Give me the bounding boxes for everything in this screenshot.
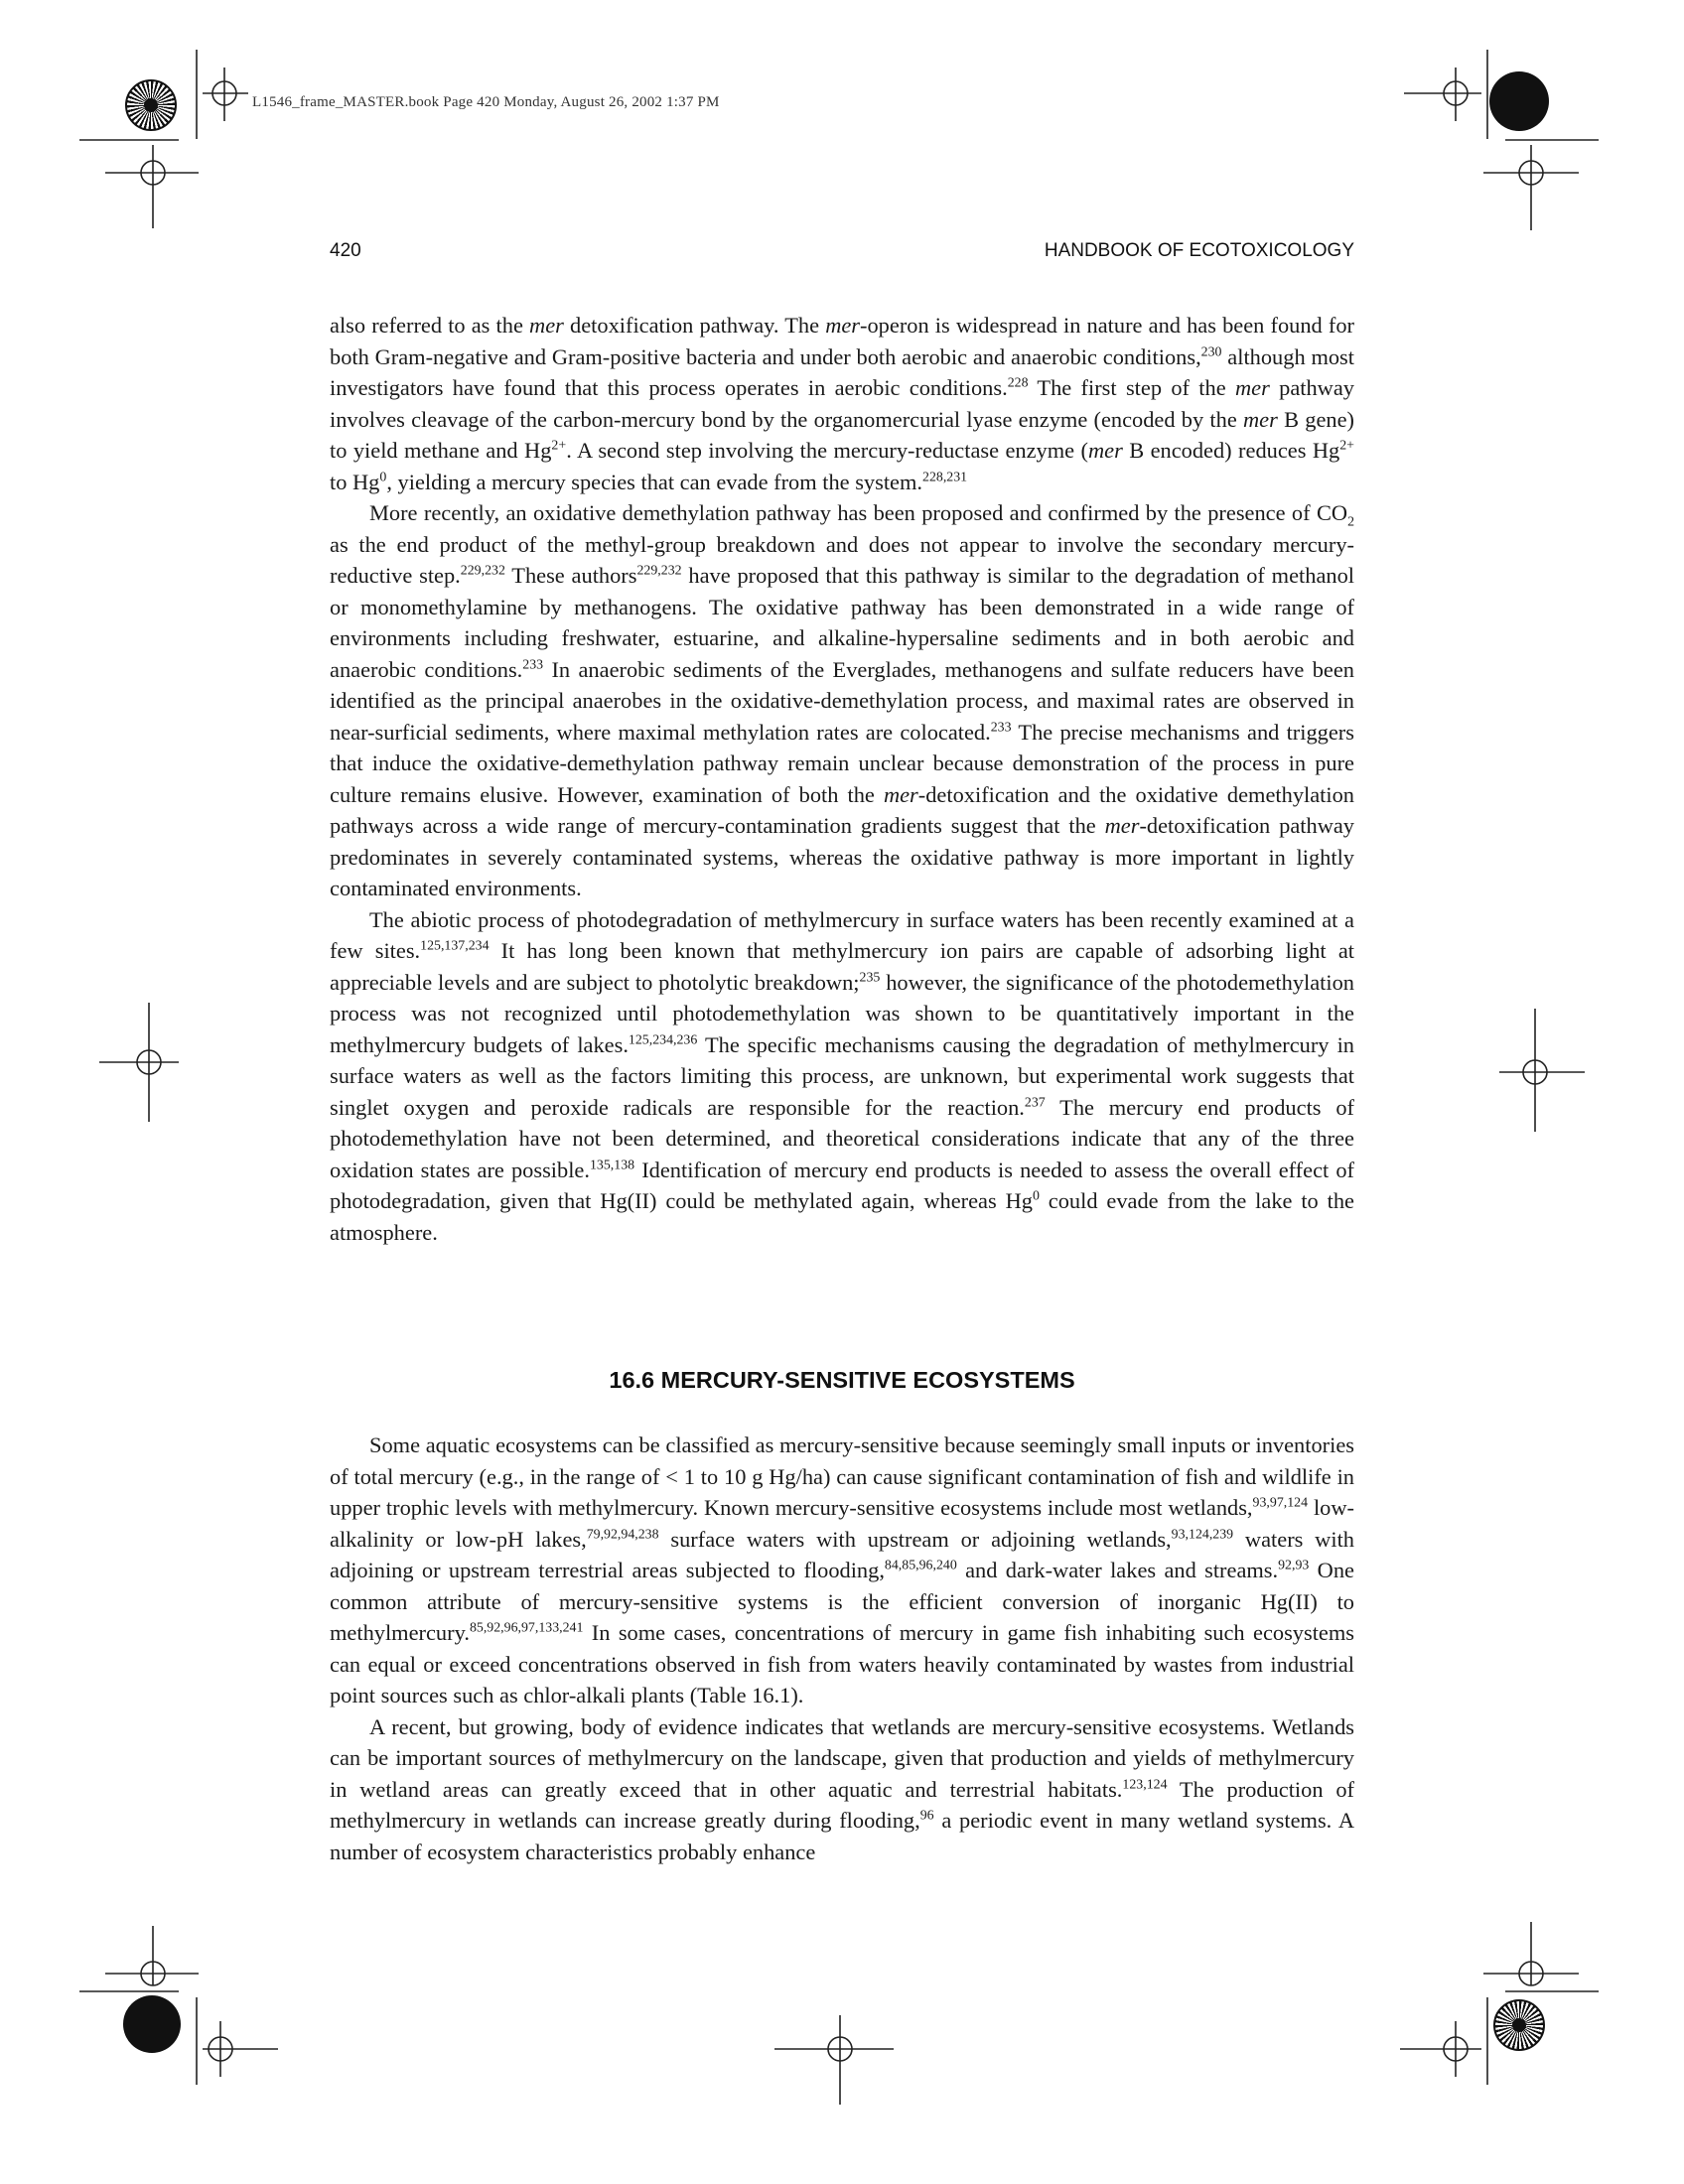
body-text-upper (330, 310, 1354, 1248)
print-slug-line: L1546_frame_MASTER.book Page 420 Monday, August 26, 2002 1:37 PM (252, 94, 720, 110)
page-number: 420 (330, 240, 361, 261)
paragraph-photodegradation: The abiotic process of photodegradation of methylmercury in surface waters has been recently examined at a few sites.$^{125,137,234}$ It has long been known that methylmercury ion pairs are capable of adsorbing light at appreciable levels and are subject to photolytic breakdown;$^{235}$ however, the significance of the photodemethylation process was not recognized until photodemethylation was shown to be quantitatively important in the methylmercury budgets of lakes.$^{125,234,236}$ The specific mechanisms causing the degradation of methylmercury in surface waters as well as the factors limiting this process, are unknown, but experimental work suggests that singlet oxygen and peroxide radicals are responsible for the reaction.$^{237}$ The mercury end products of photodemethylation have not been determined, and theoretical considerations indicate that any of the three oxidation states are possible.$^{135,138}$ Identification of mercury end products is needed to assess the overall effect of photodegradation, given that Hg(II) could be methylated again, whereas Hg$^0$ could evade from the lake to the atmosphere. (330, 906, 1354, 1245)
paragraph-sensitive-ecosystems: Some aquatic ecosystems can be classified as mercury-sensitive because seemingly small inputs or inventories of total mercury (e.g., in the range of < 1 to 10 g Hg/ha) can cause significant contamination of fish and wildlife in upper trophic levels with methylmercury. Known mercury-sensitive ecosystems include most wetlands,$^{93,97,124}$ low-alkalinity or low-pH lakes,$^{79,92,94,238}$ surface waters with upstream or adjoining wetlands,$^{93,124,239}$ waters with adjoining or upstream terrestrial areas subjected to flooding,$^{84,85,96,240}$ and dark-water lakes and streams.$^{92,93}$ One common attribute of mercury-sensitive systems is the efficient conversion of inorganic Hg(II) to methylmercury.$^{85,92,96,97,133,241}$ In some cases, concentrations of mercury in game fish inhabiting such ecosystems can equal or exceed concentrations observed in fish from waters heavily contaminated by wastes from industrial point sources such as chlor-alkali plants (Table 16.1). (330, 1433, 1354, 1707)
section-heading: 16.6 MERCURY-SENSITIVE ECOSYSTEMS (609, 1367, 1075, 1393)
paragraph-oxidative-demethylation: More recently, an oxidative demethylation pathway has been proposed and confirmed by the presence of $CO_2$ as the end product of the methyl-group breakdown and does not appear to involve the secondary mercury-reductive step.$^{229,232}$ These authors$^{229,232}$ have proposed that this pathway is similar to the degradation of methanol or monomethylamine by methanogens. The oxidative pathway has been demonstrated in a wide range of environments including freshwater, estuarine, and alkaline-hypersaline sediments and in both aerobic and anaerobic conditions.$^{233}$ In anaerobic sediments of the Everglades, methanogens and sulfate reducers have been identified as the principal anaerobes in the oxidative-demethylation process, and maximal rates are observed in near-surficial sediments, where maximal methylation rates are colocated.$^{233}$ The precise mechanisms and triggers that induce the oxidative-demethylation pathway remain unclear because demonstration of the process in pure culture remains elusive. However, examination of both the mer-detoxification and the oxidative demethylation pathways across a wide range of mercury-contamination gradients suggest that the mer-detoxification pathway predominates in severely contaminated systems, whereas the oxidative pathway is more important in lightly contaminated environments. (330, 500, 1355, 900)
paragraph-wetlands: A recent, but growing, body of evidence indicates that wetlands are mercury-sensitive ecosystems. Wetlands can be important sources of methylmercury on the landscape, given that production and yields of methylmercury in wetland areas can greatly exceed that in other aquatic and terrestrial habitats.$^{123,124}$ The production of methylmercury in wetlands can increase greatly during flooding,$^{96}$ a periodic event in many wetland systems. A number of ecosystem characteristics probably enhance (330, 1713, 1355, 1864)
paragraph-mer-pathway: also referred to as the mer detoxification pathway. The mer-operon is widespread in nature and has been found for both Gram-negative and Gram-positive bacteria and under both aerobic and anaerobic conditions,$^{230}$ although most investigators have found that this process operates in aerobic conditions.$^{228}$ The first step of the mer pathway involves cleavage of the carbon-mercury bond by the organomercurial lyase enzyme (encoded by the mer B gene) to yield methane and $Hg^{2+}$. A second step involving the mercury-reductase enzyme (mer B encoded) reduces $Hg^{2+}$ to Hg$^0$, yielding a mercury species that can evade from the system.$^{228,231}$ (330, 313, 1354, 494)
body-text-lower (330, 1430, 1354, 1867)
running-head-title: HANDBOOK OF ECOTOXICOLOGY (1044, 240, 1354, 261)
